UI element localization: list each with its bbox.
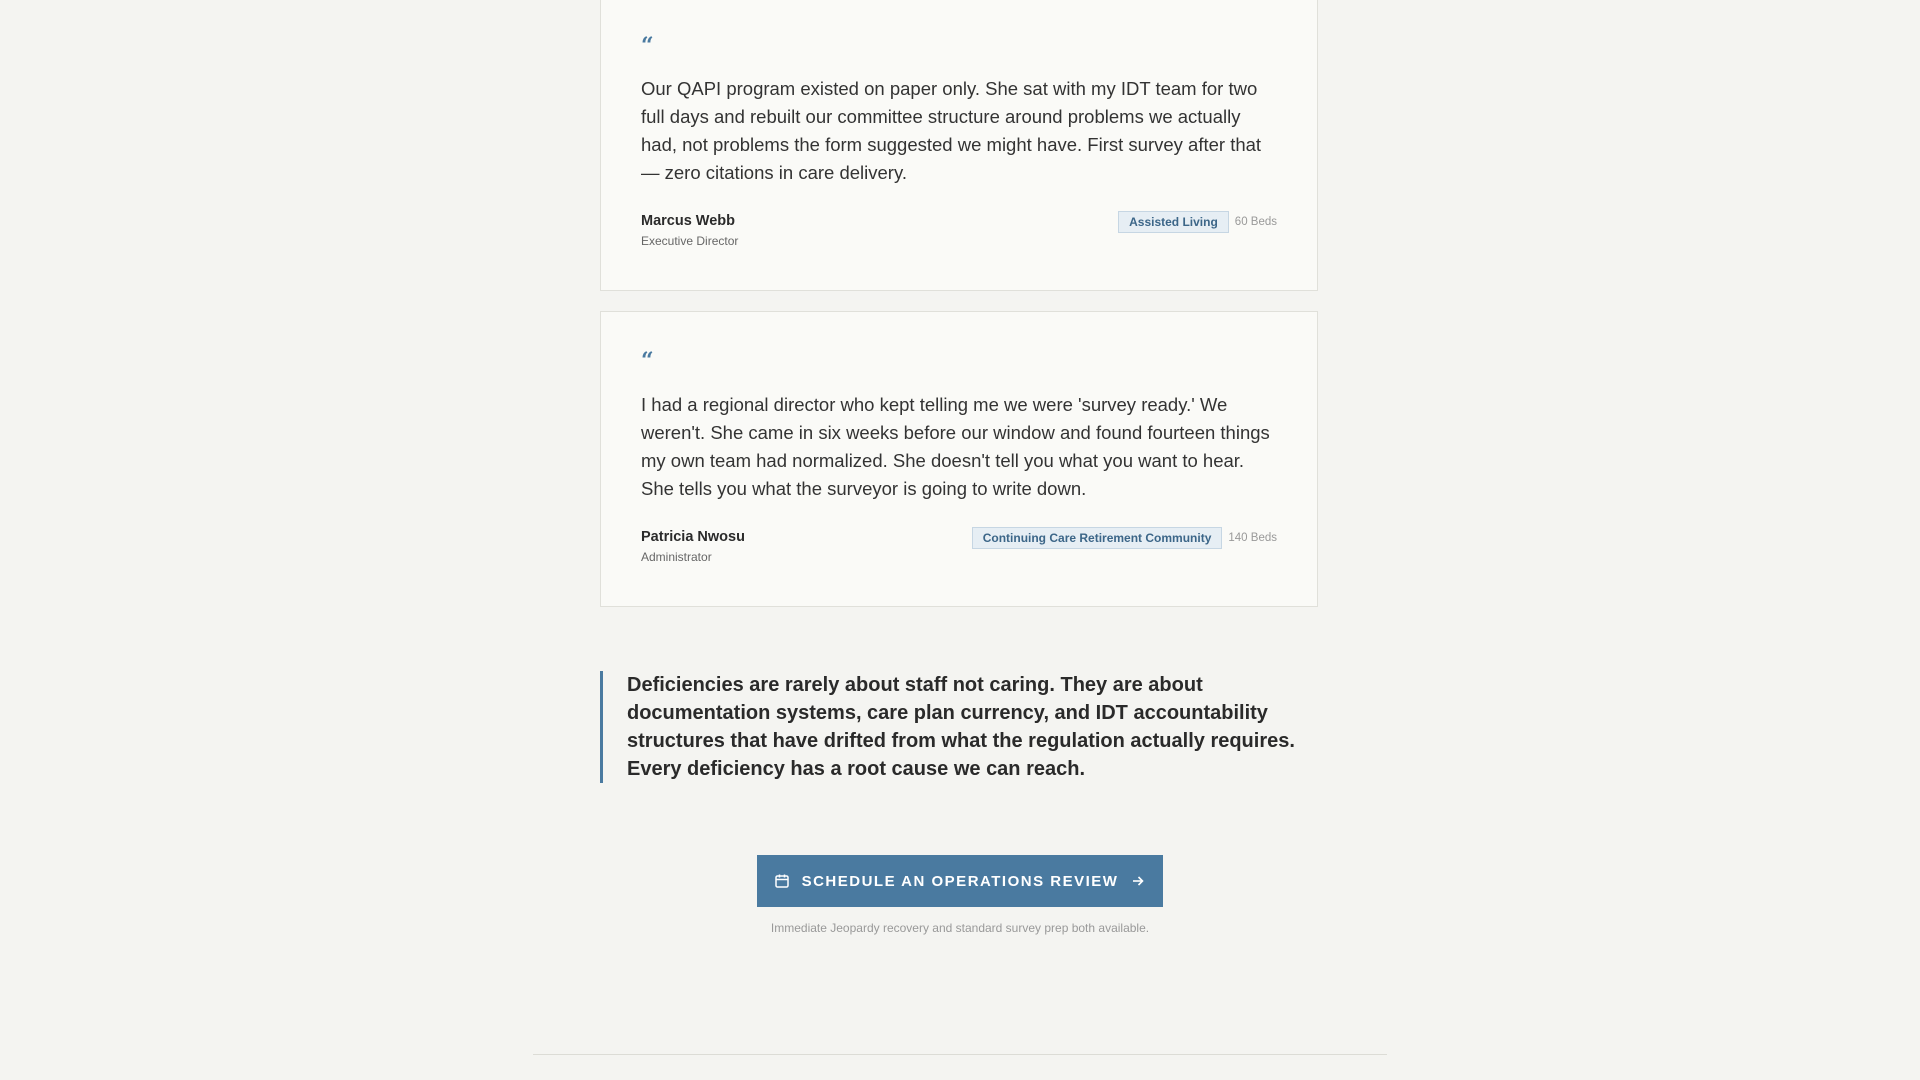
bed-count: 60 Beds [1234,216,1277,228]
facility-type-badge: Assisted Living [1118,211,1229,233]
calendar-icon [774,873,790,889]
pull-quote-text: Deficiencies are rarely about staff not caring. They are about documentation systems, care plan currency, and IDT accountability structures that have drifted from what the regulation actually requires. Every deficiency has a root cause we can reach. [627,674,1295,780]
cta-label: SCHEDULE AN OPERATIONS REVIEW [801,872,1119,890]
schedule-operations-review-button[interactable] [757,855,1163,907]
testimonial-card [600,0,1318,291]
facility-meta [1118,211,1277,233]
testimonial-author [641,528,745,565]
bed-count: 140 Beds [1228,532,1277,544]
facility-type-badge: Continuing Care Retirement Community [972,527,1223,549]
author-name: Marcus Webb [641,213,736,229]
quote-mark-icon: “ [641,348,654,374]
facility-meta [972,527,1277,549]
testimonial-quote: I had a regional director who kept telling me we were 'survey ready.' We weren't. She came in six weeks before our window and found fourteen things my own team had normalized. She doesn't tell you what you want to hear. She tells you what the surveyor is going to write down. [641,394,1270,499]
cta-section [600,855,1320,936]
testimonial-quote: Our QAPI program existed on paper only. She sat with my IDT team for two full days and rebuilt our committee structure around problems we actually had, not problems the form suggested we might have. First survey after that — zero citations in care delivery. [641,78,1262,183]
author-name: Patricia Nwosu [641,529,745,545]
arrow-right-icon [1130,873,1146,889]
author-title: Executive Director [641,234,739,248]
quote-mark-icon: “ [641,33,654,59]
pull-quote [600,671,1320,783]
testimonial-card [600,311,1318,607]
footer-divider [533,1054,1387,1055]
author-title: Administrator [641,550,712,564]
cta-note: Immediate Jeopardy recovery and standard survey prep both available. [770,921,1150,935]
testimonial-author [641,212,738,249]
